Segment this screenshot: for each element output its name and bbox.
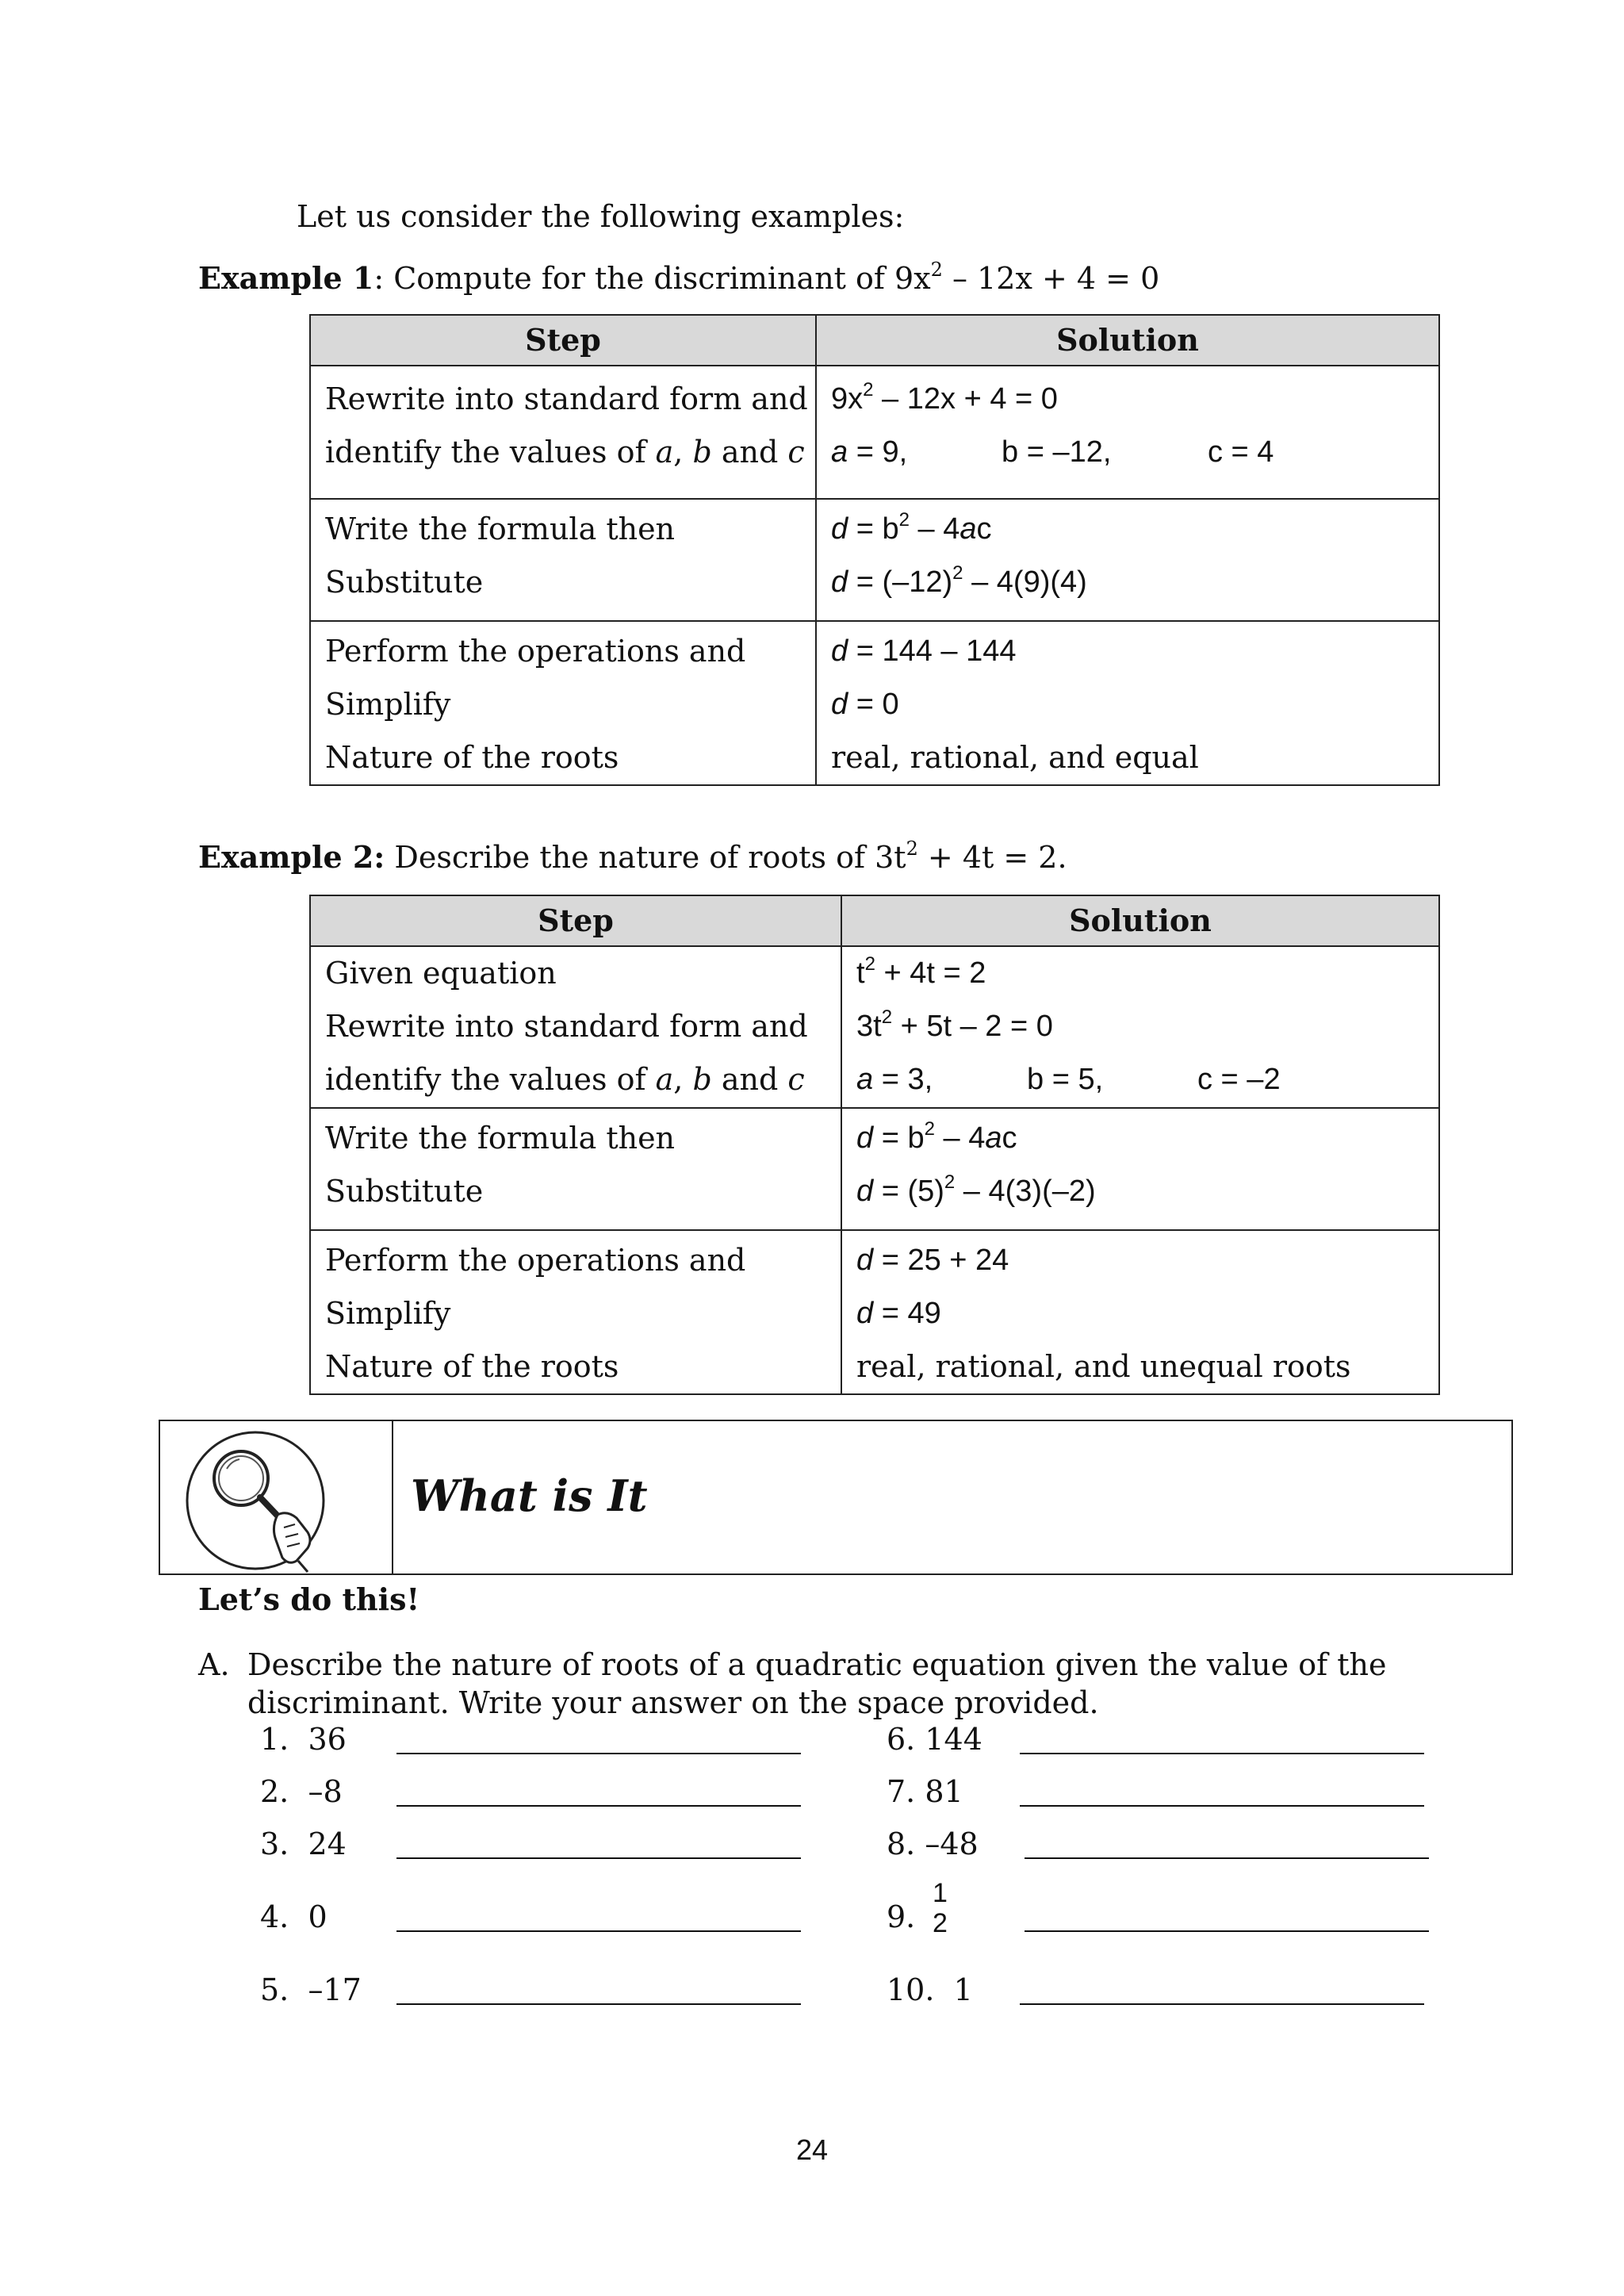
example-2-heading bbox=[198, 839, 1067, 876]
step-text: identify the values of a, b and c bbox=[325, 1062, 805, 1097]
instruction-letter: A. bbox=[198, 1647, 230, 1682]
solution-text: $3t^2 + 5t - 2 = 0$ bbox=[856, 1006, 1053, 1043]
list-item: 8. –48 bbox=[887, 1826, 979, 1861]
table-row bbox=[310, 946, 1439, 1108]
solution-text: d = 0 bbox=[831, 688, 899, 721]
example-2-label: Example 2: bbox=[198, 839, 385, 875]
table-row bbox=[310, 1230, 1439, 1394]
instruction-line-1: Describe the nature of roots of a quadratic equation given the value of the bbox=[247, 1647, 1387, 1682]
list-item: 7. 81 bbox=[887, 1774, 963, 1809]
answer-blank[interactable] bbox=[1025, 1857, 1429, 1859]
intro-text: Let us consider the following examples: bbox=[297, 199, 905, 234]
solution-text: d = 25 + 24 bbox=[856, 1244, 1009, 1277]
answer-blank[interactable] bbox=[1025, 1930, 1429, 1932]
list-item: 4. 0 bbox=[260, 1899, 327, 1934]
magnifying-glass-hand-icon bbox=[160, 1421, 392, 1573]
solution-text: real, rational, and unequal roots bbox=[856, 1349, 1351, 1384]
page-number: 24 bbox=[795, 2133, 829, 2166]
instruction-line-2: discriminant. Write your answer on the space provided. bbox=[247, 1685, 1099, 1720]
example-1-heading bbox=[198, 260, 1159, 297]
step-text: Perform the operations and bbox=[325, 1243, 746, 1278]
list-item: 5. –17 bbox=[260, 1972, 362, 2007]
column-header-step: Step bbox=[310, 315, 816, 366]
step-text: Write the formula then bbox=[325, 1121, 676, 1156]
value-c: c = –2 bbox=[1197, 1063, 1281, 1096]
list-item: 9. bbox=[887, 1899, 916, 1934]
solution-text: $9x^2 - 12x + 4 = 0$ bbox=[831, 379, 1058, 416]
step-text: Nature of the roots bbox=[325, 740, 619, 775]
answer-blank[interactable] bbox=[1020, 1805, 1424, 1807]
list-item: 3. 24 bbox=[260, 1826, 347, 1861]
step-text: Write the formula then bbox=[325, 512, 676, 546]
list-item: 6. 144 bbox=[887, 1722, 982, 1757]
step-text: Substitute bbox=[325, 1174, 484, 1209]
table-row bbox=[310, 366, 1439, 499]
step-text: Substitute bbox=[325, 565, 484, 600]
step-text: Rewrite into standard form and bbox=[325, 1009, 808, 1044]
example-2-table bbox=[309, 895, 1440, 1395]
step-text: identify the values of a, b and c bbox=[325, 435, 805, 470]
solution-text: $d = b^2 - 4ac$ bbox=[831, 509, 992, 546]
list-item: 1. 36 bbox=[260, 1722, 347, 1757]
step-text: Perform the operations and bbox=[325, 634, 746, 669]
answer-blank[interactable] bbox=[396, 1753, 801, 1754]
table-row bbox=[310, 1108, 1439, 1230]
activity-heading: Let’s do this! bbox=[198, 1581, 420, 1617]
answer-blank[interactable] bbox=[1020, 1753, 1424, 1754]
answer-blank[interactable] bbox=[396, 1857, 801, 1859]
section-banner bbox=[159, 1420, 1513, 1575]
solution-text: $d = b^2 - 4ac$ bbox=[856, 1118, 1017, 1155]
section-title: What is It bbox=[411, 1470, 648, 1521]
solution-text: $d = (-12)^2 - 4(9)(4)$ bbox=[831, 562, 1087, 599]
step-text: Simplify bbox=[325, 687, 451, 722]
solution-text: d = 49 bbox=[856, 1297, 941, 1330]
column-header-solution: Solution bbox=[816, 315, 1439, 366]
list-item: 2. –8 bbox=[260, 1774, 343, 1809]
table-row bbox=[310, 621, 1439, 785]
answer-blank[interactable] bbox=[396, 1930, 801, 1932]
solution-text: real, rational, and equal bbox=[831, 740, 1199, 775]
example-1-text: : Compute for the discriminant of $9x^2 - 12x + 4 = 0$ bbox=[373, 259, 1160, 296]
solution-values bbox=[831, 426, 1426, 479]
value-a: a = 9, bbox=[831, 435, 908, 469]
section-icon-box bbox=[160, 1421, 393, 1573]
step-text: Given equation bbox=[325, 956, 557, 991]
table-header-row bbox=[310, 315, 1439, 366]
value-a: a = 3, bbox=[856, 1063, 933, 1096]
example-2-text: Describe the nature of roots of $3t^2 + 4t = 2$. bbox=[385, 838, 1067, 875]
list-item: 10. 1 bbox=[887, 1972, 973, 2007]
fraction-one-half: 1 2 bbox=[933, 1878, 948, 1938]
solution-values bbox=[856, 1053, 1426, 1106]
solution-text: $t^2 + 4t = 2$ bbox=[856, 953, 986, 990]
value-c: c = 4 bbox=[1208, 435, 1274, 469]
column-header-step: Step bbox=[310, 895, 841, 946]
value-b: b = –12, bbox=[1002, 435, 1112, 469]
example-1-table bbox=[309, 314, 1440, 786]
step-text: Rewrite into standard form and bbox=[325, 381, 808, 416]
step-text: Nature of the roots bbox=[325, 1349, 619, 1384]
example-1-label: Example 1 bbox=[198, 260, 374, 296]
value-b: b = 5, bbox=[1027, 1063, 1104, 1096]
answer-blank[interactable] bbox=[396, 2003, 801, 2005]
table-header-row bbox=[310, 895, 1439, 946]
solution-text: d = 144 – 144 bbox=[831, 634, 1017, 668]
answer-blank[interactable] bbox=[396, 1805, 801, 1807]
table-row bbox=[310, 499, 1439, 621]
solution-text: $d = (5)^2 - 4(3)(-2)$ bbox=[856, 1171, 1096, 1208]
step-text: Simplify bbox=[325, 1296, 451, 1331]
answer-blank[interactable] bbox=[1020, 2003, 1424, 2005]
column-header-solution: Solution bbox=[841, 895, 1439, 946]
